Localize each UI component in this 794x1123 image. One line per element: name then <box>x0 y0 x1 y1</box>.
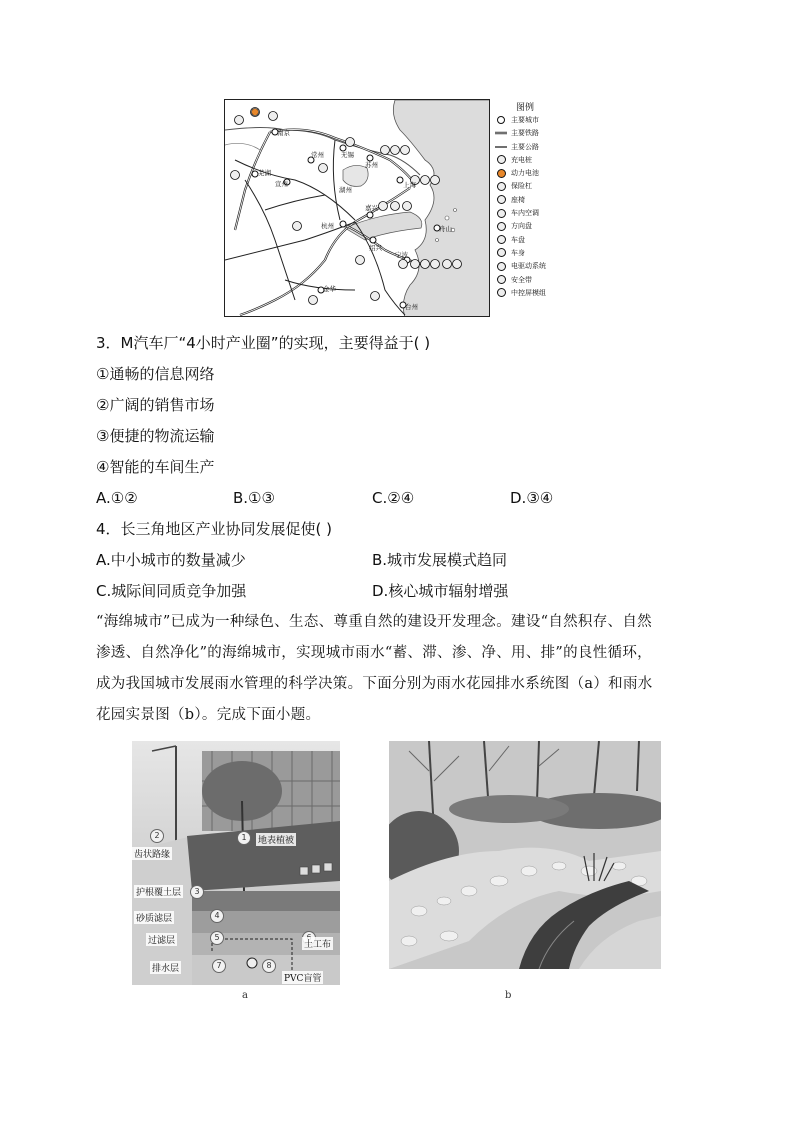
city-jinhua: 金华 <box>323 285 336 293</box>
label-geotextile: 土工布 <box>302 937 333 950</box>
legend-label: 中控屏模组 <box>511 288 546 297</box>
figure-b-drawing <box>389 741 661 969</box>
industry-icon <box>495 222 507 231</box>
city-xuancheng: 宣州 <box>275 180 288 188</box>
label-root-cover: 护根覆土层 <box>134 885 183 898</box>
city-shaoxing: 绍兴 <box>369 244 382 252</box>
legend-item <box>495 288 575 298</box>
figure-a-caption: a <box>242 990 248 1001</box>
marker-8: 8 <box>262 959 276 973</box>
q3-option-b[interactable]: B.①③ <box>233 489 275 507</box>
legend-label: 方向盘 <box>511 222 532 231</box>
legend-label: 电驱动系统 <box>511 262 546 271</box>
city-ningbo: 宁波 <box>395 251 408 259</box>
label-curb: 齿状路缘 <box>132 847 172 860</box>
legend-item <box>495 168 575 178</box>
highway-line-icon <box>495 142 507 151</box>
legend-label: 车盘 <box>511 235 525 244</box>
marker-3: 3 <box>190 885 204 899</box>
marker-5: 5 <box>210 931 224 945</box>
legend-label: 主要铁路 <box>511 129 539 138</box>
legend-label: 充电桩 <box>511 155 532 164</box>
city-changzhou: 常州 <box>311 151 324 159</box>
label-filter: 过滤层 <box>146 933 177 946</box>
legend-item <box>495 195 575 205</box>
passage-line-1: “海绵城市”已成为一种绿色、生态、尊重自然的建设开发理念。建设“自然积存、自然 <box>96 614 652 630</box>
legend-label: 车内空调 <box>511 209 539 218</box>
industry-icon <box>495 169 507 178</box>
marker-7: 7 <box>212 959 226 973</box>
q3-item-1: ①通畅的信息网络 <box>96 365 215 383</box>
city-wuxi: 无锡 <box>341 151 354 159</box>
legend-item <box>495 275 575 285</box>
marker-1: 1 <box>237 831 251 845</box>
label-surface-veg: 地表植被 <box>256 833 296 846</box>
q4-option-c[interactable]: C.城际间同质竞争加强 <box>96 582 247 600</box>
city-wuhu: 芜湖 <box>258 169 271 177</box>
railway-line-icon <box>495 129 507 138</box>
q3-stem: 3．M汽车厂“4小时产业圈”的实现，主要得益于( ) <box>96 334 431 352</box>
q3-item-4: ④智能的车间生产 <box>96 458 215 476</box>
passage-line-3: 成为我国城市发展雨水管理的科学决策。下面分别为雨水花园排水系统图（a）和雨水 <box>96 676 653 692</box>
industry-icon <box>495 275 507 284</box>
industry-icon <box>495 235 507 244</box>
legend-item <box>495 181 575 191</box>
passage-line-4: 花园实景图（b）。完成下面小题。 <box>96 707 321 723</box>
q4-option-d[interactable]: D.核心城市辐射增强 <box>372 582 509 600</box>
legend-label: 主要城市 <box>511 116 539 124</box>
industry-icon <box>495 248 507 257</box>
city-zhoushan: 舟山 <box>439 225 452 233</box>
q3-item-2: ②广阔的销售市场 <box>96 396 215 414</box>
figure-a-photo <box>132 741 340 985</box>
city-suzhou: 苏州 <box>365 161 378 169</box>
legend-item <box>495 155 575 165</box>
q4-option-b[interactable]: B.城市发展模式趋同 <box>372 551 508 569</box>
city-shanghai: 上海 <box>403 181 416 189</box>
legend-label: 保险杠 <box>511 182 532 191</box>
marker-2: 2 <box>150 829 164 843</box>
passage-line-2: 渗透、自然净化”的海绵城市，实现城市雨水“蓄、滞、渗、净、用、排”的良性循环， <box>96 645 652 661</box>
city-nanjing: 南京 <box>277 129 290 137</box>
legend-item <box>495 248 575 258</box>
marker-4: 4 <box>210 909 224 923</box>
legend-label: 主要公路 <box>511 142 539 151</box>
label-drain: 排水层 <box>150 961 181 974</box>
legend-item <box>495 261 575 271</box>
q3-option-a[interactable]: A.①② <box>96 489 138 507</box>
industry-icon <box>495 209 507 218</box>
industry-icon <box>495 182 507 191</box>
legend-item <box>495 221 575 231</box>
legend-item <box>495 142 575 152</box>
city-circle-icon <box>495 116 507 125</box>
legend-title: 图例 <box>515 103 534 113</box>
legend-item <box>495 208 575 218</box>
map-figure <box>224 99 490 317</box>
figure-b-caption: b <box>505 990 512 1001</box>
map-legend <box>495 100 575 301</box>
city-hangzhou: 杭州 <box>321 222 334 230</box>
label-sand-filter: 砂质滤层 <box>134 911 174 924</box>
q4-stem: 4．长三角地区产业协同发展促使( ) <box>96 520 333 538</box>
q3-item-3: ③便捷的物流运输 <box>96 427 215 445</box>
legend-item <box>495 128 575 138</box>
industry-icon <box>495 195 507 204</box>
q3-option-c[interactable]: C.②④ <box>372 489 415 507</box>
city-taizhou: 台州 <box>405 303 418 311</box>
industry-icon <box>495 288 507 297</box>
legend-label: 安全带 <box>511 275 532 284</box>
legend-item <box>495 115 575 125</box>
city-jiaxing: 嘉兴 <box>365 204 378 212</box>
legend-label: 座椅 <box>511 195 525 204</box>
figure-b-photo <box>389 741 661 969</box>
industry-icon <box>495 262 507 271</box>
city-huzhou: 湖州 <box>339 186 352 194</box>
label-pvc: PVC盲管 <box>282 971 323 984</box>
industry-icon <box>495 155 507 164</box>
q4-option-a[interactable]: A.中小城市的数量减少 <box>96 551 246 569</box>
q3-option-d[interactable]: D.③④ <box>510 489 554 507</box>
legend-label: 车身 <box>511 248 525 257</box>
map-drawing <box>225 100 490 317</box>
legend-item <box>495 235 575 245</box>
legend-label: 动力电池 <box>511 169 539 178</box>
